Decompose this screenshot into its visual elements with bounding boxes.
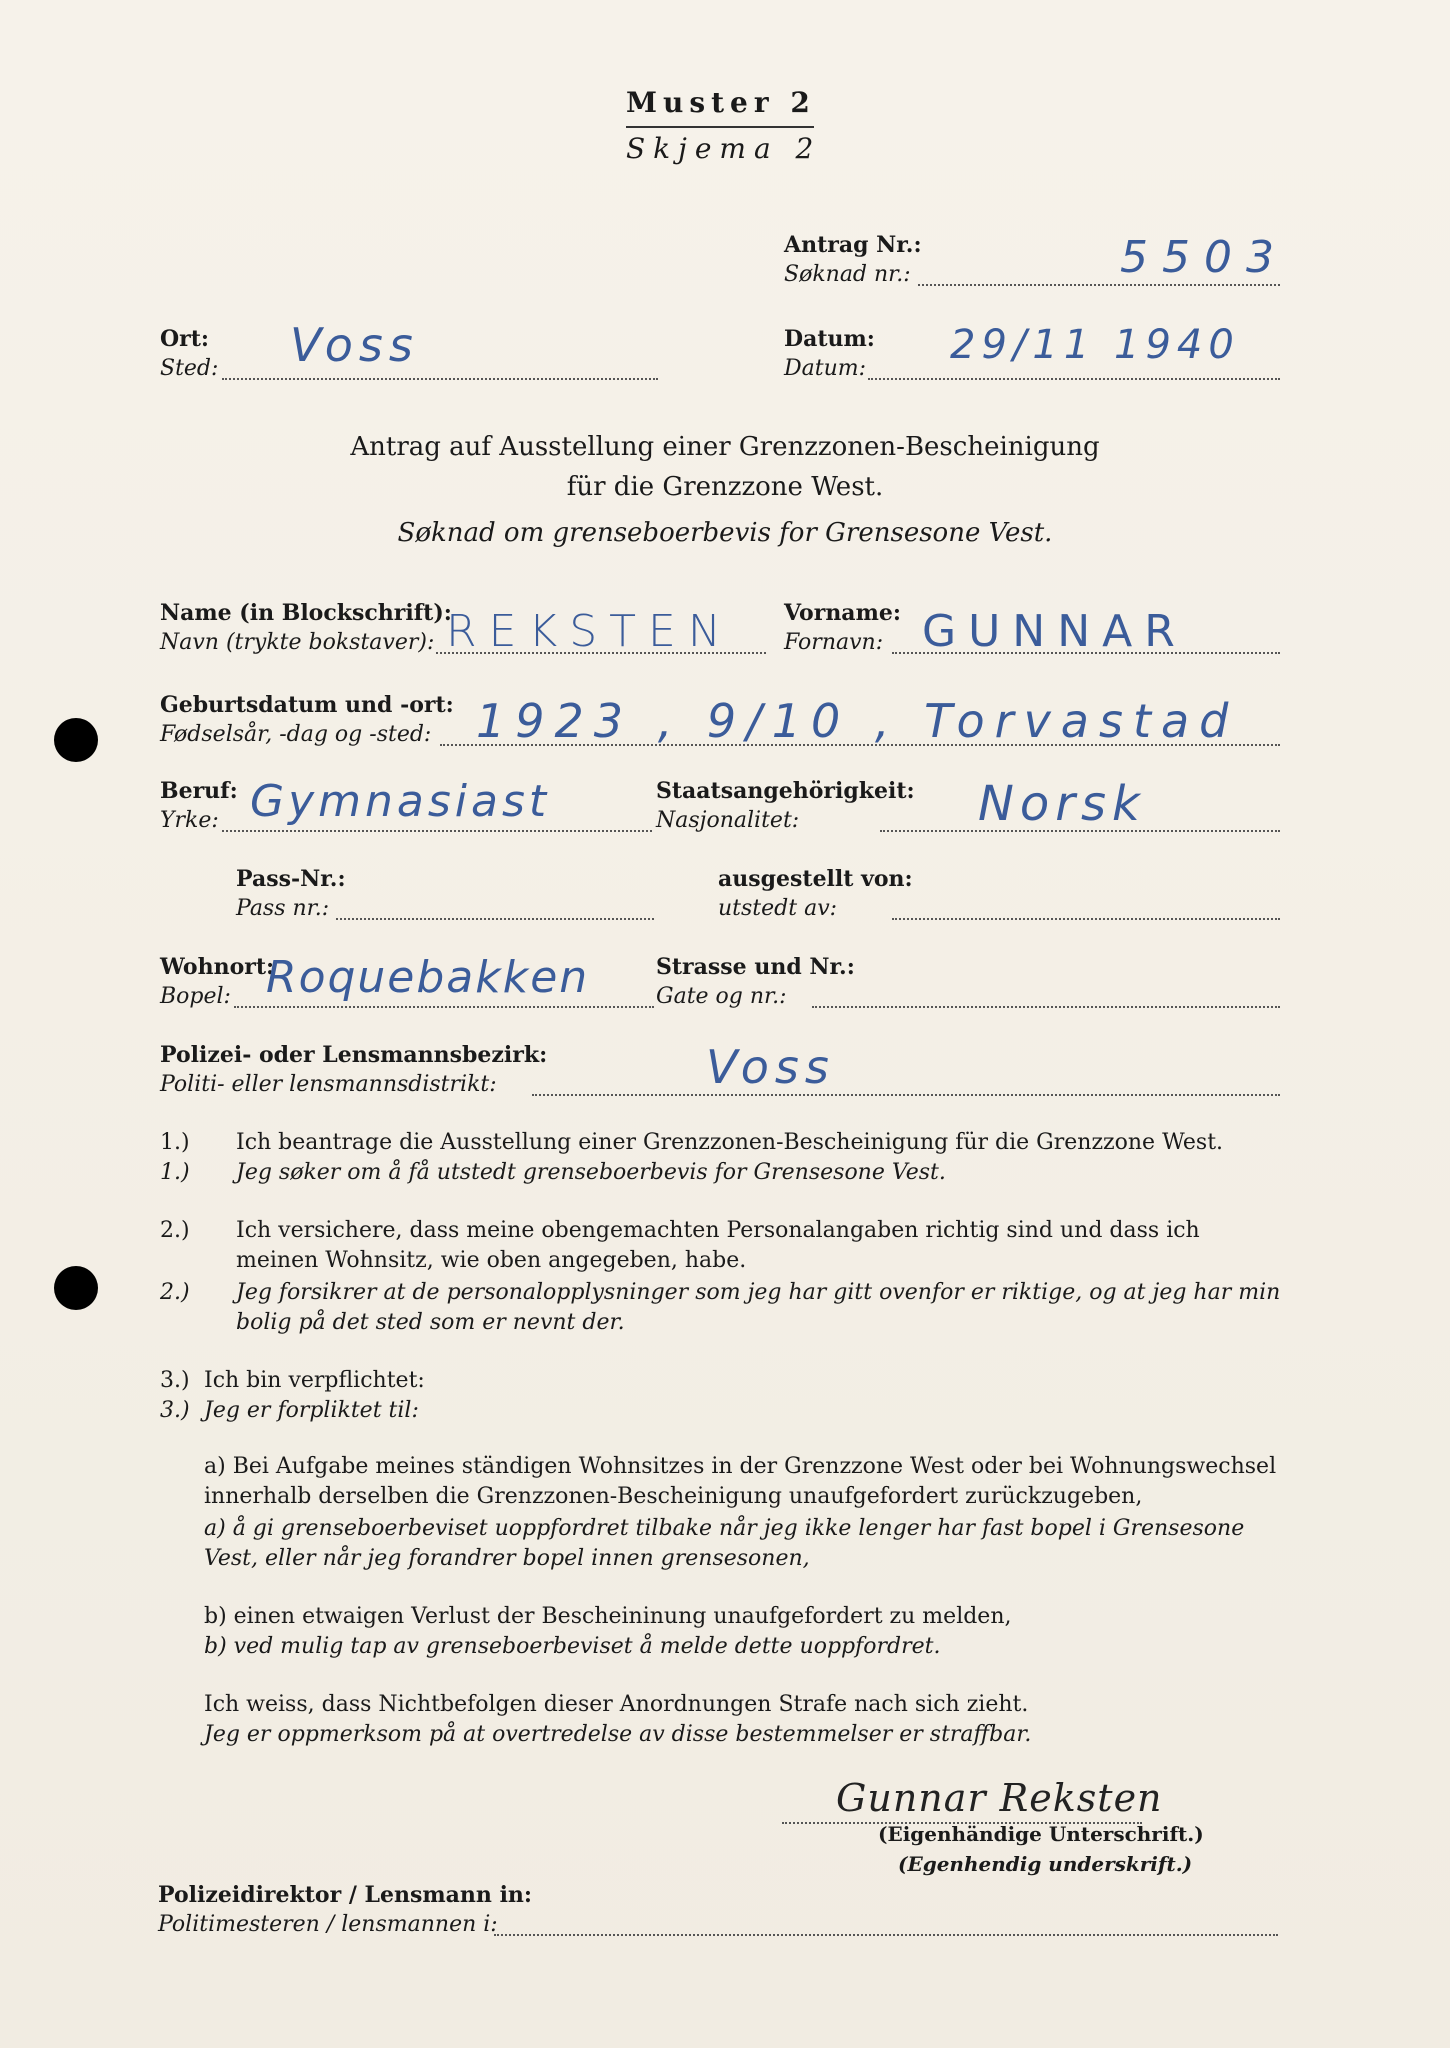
nationality-value[interactable]: Norsk — [978, 776, 1146, 832]
issued-line[interactable] — [892, 918, 1280, 920]
nationality-label-de: Staatsangehörigkeit: — [656, 778, 915, 804]
clause-1-no: Jeg søker om å få utstedt grenseboerbevis for Grensesone Vest. — [236, 1160, 946, 1185]
pass-label-de: Pass-Nr.: — [236, 866, 346, 892]
warning-de: Ich weiss, dass Nichtbefolgen dieser Anordnungen Strafe nach sich zieht. — [204, 1692, 1029, 1717]
job-label-de: Beruf: — [160, 778, 238, 804]
signature[interactable]: Gunnar Reksten — [836, 1776, 1163, 1820]
place-label-de: Ort: — [160, 326, 210, 352]
application-number-line — [918, 284, 1280, 286]
district-value[interactable]: Voss — [706, 1040, 835, 1094]
signature-label-de: (Eigenhändige Unterschrift.) — [878, 1822, 1204, 1846]
job-line — [222, 830, 652, 832]
subclause-a-no: a) å gi grenseboerbeviset uoppfordret tilbake når jeg ikke lenger har fast bopel i Grensesone Vest, eller når jeg forandrer bopel innen grensesonen, — [204, 1516, 1245, 1571]
subclause-b-de: b) einen etwaigen Verlust der Bescheininung unaufgefordert zu melden, — [204, 1604, 1012, 1629]
street-label-de: Strasse und Nr.: — [656, 954, 855, 980]
issued-label-de: ausgestellt von: — [718, 866, 913, 892]
form-number-de: Muster 2 — [626, 86, 816, 119]
pass-label-no: Pass nr.: — [236, 896, 330, 921]
warning-no: Jeg er oppmerksom på at overtredelse av disse bestemmelser er straffbar. — [204, 1722, 1032, 1747]
police-line[interactable] — [494, 1934, 1278, 1936]
form-number-no: Skjema 2 — [626, 132, 822, 165]
subclause-b-no: b) ved mulig tap av grenseboerbeviset å melde dette uoppfordret. — [204, 1634, 941, 1659]
clause-3-number-de: 3.) — [160, 1368, 190, 1393]
birth-label-de: Geburtsdatum und -ort: — [160, 692, 454, 718]
police-label-no: Politimesteren / lensmannen i: — [158, 1912, 498, 1937]
issued-label-no: utstedt av: — [718, 896, 838, 921]
firstname-value[interactable]: GUNNAR — [922, 606, 1187, 657]
application-number-label-de: Antrag Nr.: — [784, 232, 922, 258]
place-line — [222, 378, 658, 380]
firstname-label-de: Vorname: — [784, 600, 901, 626]
clause-1-de: Ich beantrage die Ausstellung einer Grenzzonen-Bescheinigung für die Grenzzone West. — [236, 1130, 1224, 1155]
residence-value[interactable]: Roquebakken — [266, 952, 590, 1003]
punch-hole-bottom — [54, 1266, 98, 1310]
birth-value[interactable]: 1923 , 9/10 , Torvastad — [476, 694, 1239, 748]
subclause-a-de: a) Bei Aufgabe meines ständigen Wohnsitzes in der Grenzzone West oder bei Wohnungswechsel innerhalb derselben die Grenzzonen-Bescheinigung unaufgefordert zurückzugeben, — [204, 1454, 1277, 1509]
header-rule — [626, 126, 814, 128]
clause-3-de: Ich bin verpflichtet: — [204, 1368, 425, 1393]
clause-2-no: Jeg forsikrer at de personalopplysninger som jeg har gitt ovenfor er riktige, og at jeg har min bolig på det sted som er nevnt der. — [236, 1280, 1281, 1335]
district-label-no: Politi- eller lensmannsdistrikt: — [160, 1072, 497, 1097]
date-label-de: Datum: — [784, 326, 875, 352]
street-label-no: Gate og nr.: — [656, 984, 787, 1009]
firstname-label-no: Fornavn: — [784, 630, 884, 655]
street-line[interactable] — [812, 1006, 1280, 1008]
signature-label-no: (Egenhendig underskrift.) — [898, 1852, 1193, 1876]
clause-2-de: Ich versichere, dass meine obengemachten Personalangaben richtig sind und dass ich meinen Wohnsitz, wie oben angegeben, habe. — [236, 1218, 1200, 1273]
clause-2-number-de: 2.) — [160, 1218, 190, 1243]
nationality-label-no: Nasjonalitet: — [656, 808, 800, 833]
job-value[interactable]: Gymnasiast — [250, 776, 551, 827]
title-no-line: Søknad om grenseboerbevis for Grensesone Vest. — [397, 518, 1053, 548]
residence-label-de: Wohnort: — [160, 954, 275, 980]
place-value[interactable]: Voss — [290, 318, 419, 372]
district-line — [532, 1094, 1280, 1096]
clause-1-number-no: 1.) — [160, 1160, 190, 1185]
residence-line — [234, 1006, 654, 1008]
application-number-label-no: Søknad nr.: — [784, 262, 911, 287]
name-value[interactable]: REKSTEN — [446, 606, 733, 657]
application-number-value[interactable]: 5503 — [1120, 232, 1288, 283]
clause-3-no: Jeg er forpliktet til: — [204, 1398, 419, 1423]
title-de-line1: Antrag auf Ausstellung einer Grenzzonen-Bescheinigung — [350, 432, 1100, 462]
residence-label-no: Bopel: — [160, 984, 231, 1009]
date-line — [868, 378, 1280, 380]
police-label-de: Polizeidirektor / Lensmann in: — [158, 1882, 533, 1908]
name-label-no: Navn (trykte bokstaver): — [160, 630, 435, 655]
punch-hole-top — [54, 718, 98, 762]
clause-3-number-no: 3.) — [160, 1398, 190, 1423]
clause-1-number-de: 1.) — [160, 1130, 190, 1155]
birth-label-no: Fødselsår, -dag og -sted: — [160, 722, 432, 747]
clause-2-number-no: 2.) — [160, 1280, 190, 1305]
date-value[interactable]: 29/11 1940 — [950, 322, 1240, 368]
name-label-de: Name (in Blockschrift): — [160, 600, 452, 626]
date-label-no: Datum: — [784, 356, 867, 381]
job-label-no: Yrke: — [160, 808, 219, 833]
pass-line[interactable] — [336, 918, 654, 920]
title-de-line2: für die Grenzzone West. — [566, 472, 884, 502]
place-label-no: Sted: — [160, 356, 219, 381]
district-label-de: Polizei- oder Lensmannsbezirk: — [160, 1042, 548, 1068]
